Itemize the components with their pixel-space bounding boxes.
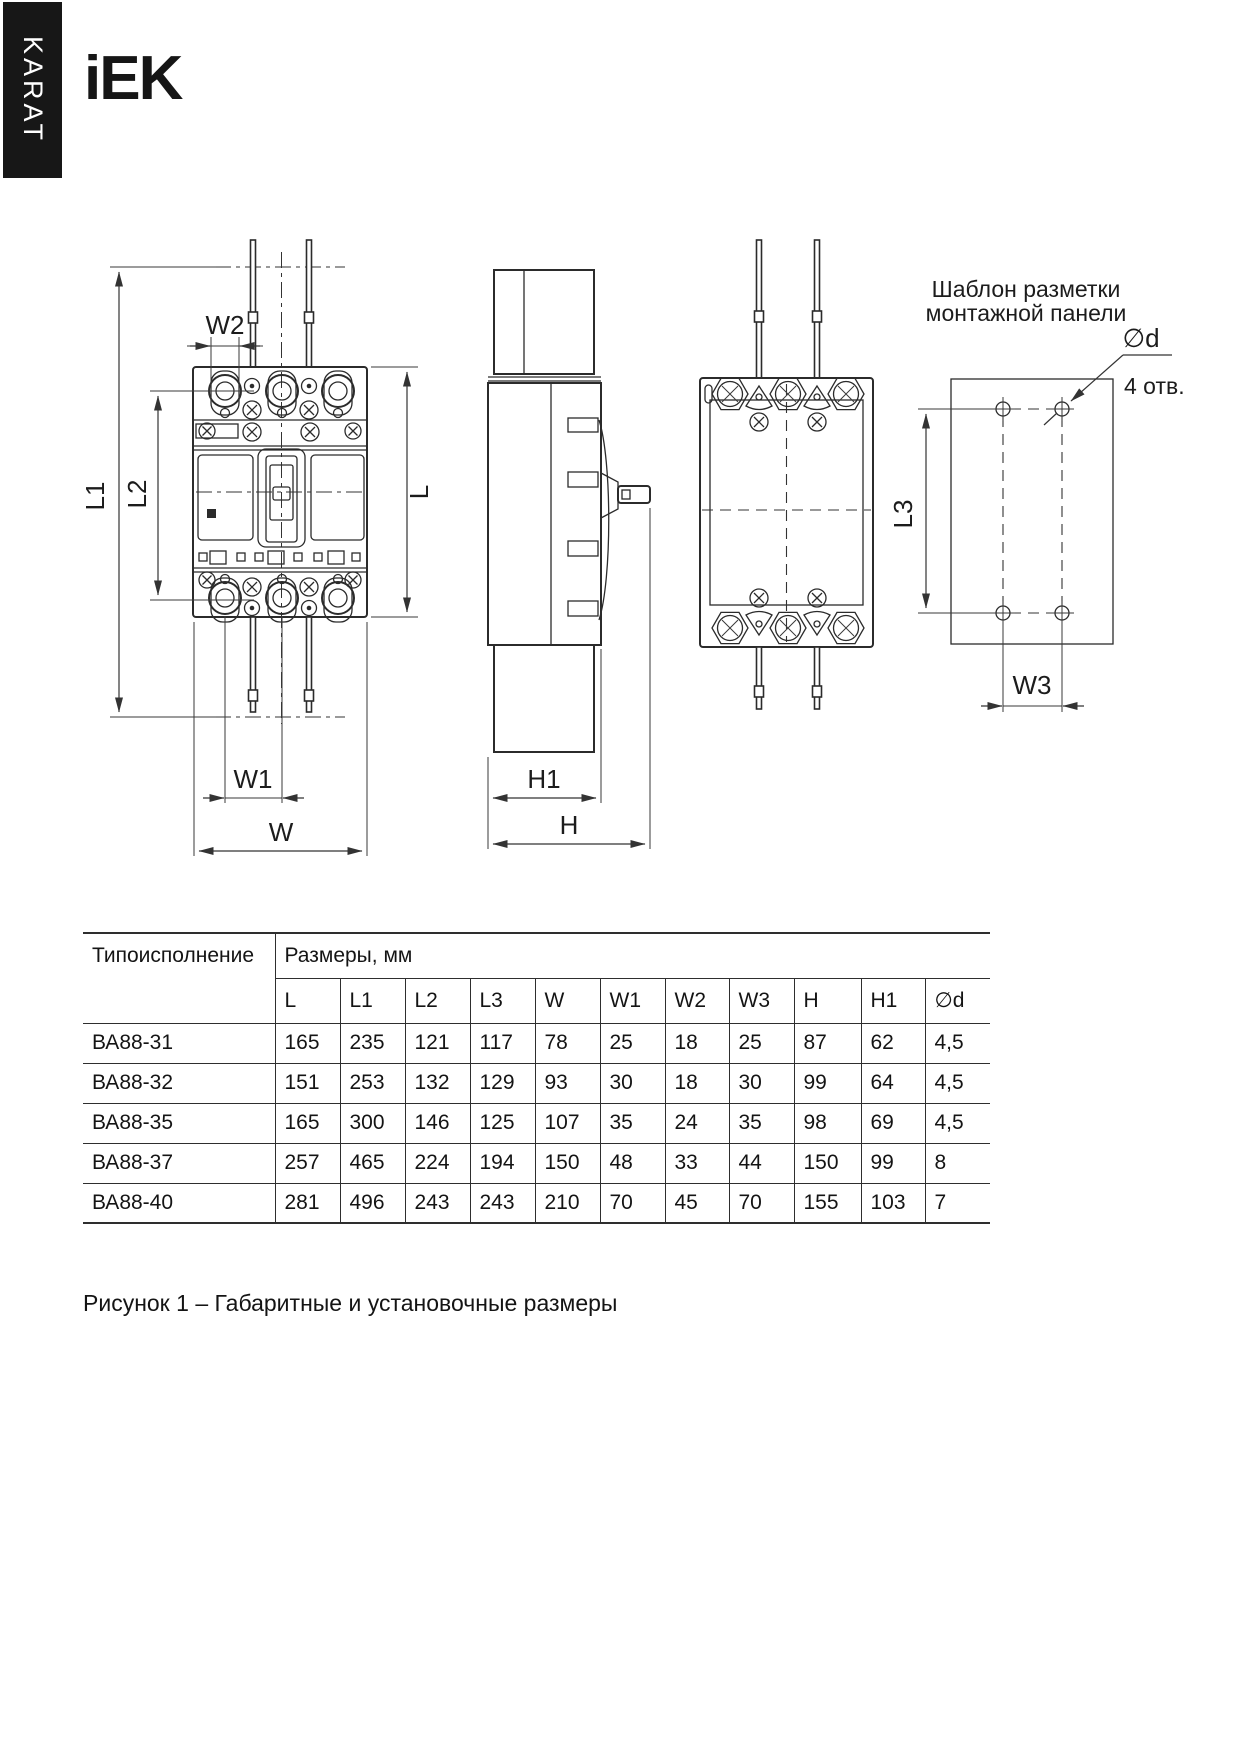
cell: 70 (729, 1183, 794, 1223)
col-header-L: L (275, 978, 340, 1023)
cell: 165 (275, 1023, 340, 1063)
cell: 64 (861, 1063, 925, 1103)
dim-label-w1: W1 (233, 764, 273, 794)
cell: 35 (600, 1103, 665, 1143)
col-header-L2: L2 (405, 978, 470, 1023)
row-type: ВА88-40 (92, 1190, 174, 1214)
cell: 99 (861, 1143, 925, 1183)
cell: 18 (665, 1063, 729, 1103)
cell: 44 (729, 1143, 794, 1183)
table-row (83, 1063, 990, 1103)
cell: 30 (729, 1063, 794, 1103)
cell: 48 (600, 1143, 665, 1183)
cell: 18 (665, 1023, 729, 1063)
cell: 8 (925, 1143, 990, 1183)
dim-label-diameter: ∅d (1122, 323, 1160, 353)
side-view-dimensions (488, 508, 650, 849)
template-title-line1: Шаблон разметки (931, 276, 1121, 302)
dimensions-table (83, 932, 990, 1224)
cell: 253 (340, 1063, 405, 1103)
holes-count-note: 4 отв. (1124, 373, 1185, 399)
cell: 224 (405, 1143, 470, 1183)
table-row (83, 1103, 990, 1143)
dim-label-w3: W3 (1012, 670, 1052, 700)
col-header-L1: L1 (340, 978, 405, 1023)
table-row (83, 1023, 990, 1063)
cell: 93 (535, 1063, 600, 1103)
table-row (83, 1183, 990, 1223)
cell: 99 (794, 1063, 861, 1103)
row-type: ВА88-35 (83, 1103, 275, 1143)
dim-label-l3: L3 (888, 499, 918, 529)
cell: 300 (340, 1103, 405, 1143)
cell: 496 (340, 1183, 405, 1223)
cell: 25 (600, 1023, 665, 1063)
iek-logo: iEK (84, 44, 182, 113)
cell: 121 (405, 1023, 470, 1063)
col-header-W3: W3 (729, 978, 794, 1023)
cell: 70 (600, 1183, 665, 1223)
cell: 103 (861, 1183, 925, 1223)
table-header-row (83, 933, 990, 978)
cell: 24 (665, 1103, 729, 1143)
cell: 129 (470, 1063, 535, 1103)
dim-label-h: H (559, 810, 579, 840)
cell: 33 (665, 1143, 729, 1183)
col-header-W2: W2 (665, 978, 729, 1023)
side-view (488, 270, 650, 752)
cell: 4,5 (925, 1023, 990, 1063)
cell: 35 (729, 1103, 794, 1143)
cell: 7 (925, 1183, 990, 1223)
cell: 150 (535, 1143, 600, 1183)
dim-label-w2: W2 (205, 310, 245, 340)
cell: 257 (275, 1143, 340, 1183)
row-type: ВА88-31 (83, 1023, 275, 1063)
cell: 45 (665, 1183, 729, 1223)
rear-view (700, 240, 873, 709)
cell: 69 (861, 1103, 925, 1143)
cell: 210 (535, 1183, 600, 1223)
cell: 155 (794, 1183, 861, 1223)
mounting-template (888, 276, 1185, 712)
col-header-dims: Размеры, мм (275, 933, 990, 978)
cell: 146 (405, 1103, 470, 1143)
table-row (83, 1143, 990, 1183)
cell: 243 (470, 1183, 535, 1223)
dim-label-l1: L1 (80, 481, 110, 511)
cell: 98 (794, 1103, 861, 1143)
dim-label-l: L (404, 484, 434, 500)
col-header-type: Типоисполнение (83, 933, 275, 1023)
cell: 87 (794, 1023, 861, 1063)
cell: 165 (275, 1103, 340, 1143)
series-tab-label: KARAT (18, 35, 48, 144)
cell: 125 (470, 1103, 535, 1143)
cell: 117 (470, 1023, 535, 1063)
col-header-H1: H1 (861, 978, 925, 1023)
cell: 4,5 (925, 1103, 990, 1143)
figure-caption: Рисунок 1 – Габаритные и установочные размеры (83, 1290, 618, 1316)
col-header-H: H (794, 978, 861, 1023)
cell: 465 (340, 1143, 405, 1183)
cell: 30 (600, 1063, 665, 1103)
cell: 132 (405, 1063, 470, 1103)
col-header-d: ∅d (925, 978, 990, 1023)
dim-label-l2: L2 (122, 479, 152, 509)
cell: 25 (729, 1023, 794, 1063)
dim-label-w: W (268, 817, 294, 847)
cell: 235 (340, 1023, 405, 1063)
col-header-L3: L3 (470, 978, 535, 1023)
cell: 4,5 (925, 1063, 990, 1103)
cell: 151 (275, 1063, 340, 1103)
row-type: ВА88-32 (83, 1063, 275, 1103)
cell: 107 (535, 1103, 600, 1143)
col-header-W1: W1 (600, 978, 665, 1023)
cell: 281 (275, 1183, 340, 1223)
dim-label-h1: H1 (527, 764, 561, 794)
cell: 150 (794, 1143, 861, 1183)
cell: 243 (405, 1183, 470, 1223)
row-type: ВА88-37 (83, 1143, 275, 1183)
cell: 194 (470, 1143, 535, 1183)
cell: 78 (535, 1023, 600, 1063)
col-header-W: W (535, 978, 600, 1023)
cell: 62 (861, 1023, 925, 1063)
template-title-line2: монтажной панели (925, 300, 1127, 326)
